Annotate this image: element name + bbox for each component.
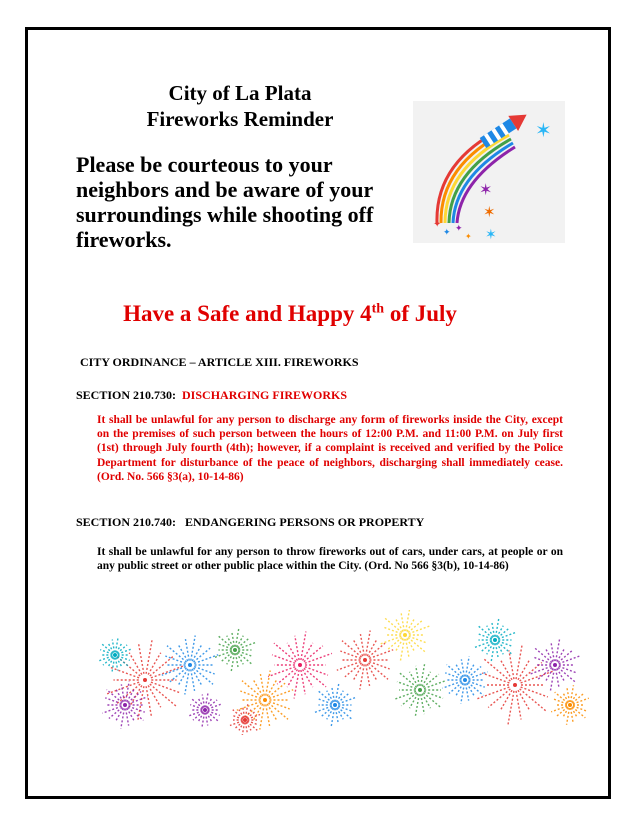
svg-text:✶: ✶ [479, 180, 493, 199]
svg-text:✶: ✶ [483, 203, 496, 221]
page-subtitle: Fireworks Reminder [146, 107, 334, 131]
svg-text:✦: ✦ [443, 228, 451, 238]
safe-message-suffix: of July [384, 301, 457, 326]
svg-text:✶: ✶ [485, 227, 497, 243]
firework-burst [531, 639, 580, 690]
firework-burst [551, 685, 589, 724]
ordinance-title: CITY ORDINANCE – ARTICLE XIII. FIREWORKS [80, 355, 359, 369]
courtesy-message: Please be courteous to your neighbors and be aware of your surroundings while shooting off fireworks. [76, 152, 374, 252]
firework-burst [381, 610, 430, 661]
firework-burst [337, 630, 393, 689]
section-text-endangering-persons: It shall be unlawful for any person to throw fireworks out of cars, under cars, at people or on any public street or other public place within the City. (Ord. No 566 §3(b), 10-14-86) [97, 546, 563, 573]
firework-burst [102, 681, 147, 728]
section-heading-210-740 [76, 515, 424, 530]
page-title: City of La Plata [168, 81, 312, 105]
safe-holiday-message [60, 300, 520, 328]
safe-message-prefix: Have a Safe and Happy 4 [123, 301, 372, 326]
firework-burst [268, 632, 332, 699]
section-number: SECTION 210.730: [76, 388, 177, 402]
firework-burst [162, 635, 218, 694]
svg-text:✦: ✦ [465, 232, 472, 241]
section-name: ENDANGERING PERSONS OR PROPERTY [185, 515, 425, 529]
firework-burst [442, 656, 487, 703]
firework-burst [98, 637, 132, 672]
section-heading-210-730 [76, 388, 347, 403]
firework-burst [314, 683, 355, 726]
safe-message-superscript: th [371, 301, 385, 317]
section-number: SECTION 210.740: [76, 515, 177, 529]
firework-burst [214, 628, 255, 671]
svg-text:✦: ✦ [455, 224, 463, 234]
rocket-firework-illustration [413, 101, 565, 243]
rocket-icon [413, 101, 565, 243]
firework-burst [188, 692, 222, 727]
svg-text:✦: ✦ [433, 219, 442, 230]
firework-burst [394, 662, 447, 717]
svg-text:✶: ✶ [535, 118, 552, 142]
fireworks-burst-illustration [85, 610, 595, 735]
section-text-discharging-fireworks: It shall be unlawful for any person to discharge any form of fireworks inside the City, except on the premises of such person between the hours of 12:00 P.M. and 11:00 P.M. on July first (1st) through July fourth (4th); however, if a complaint is received and verified by the Police Department for disturbance of the peace of neighbors, discharging shall immediately cease. (Ord. No. 566 §3(a), 10-14-86) [97, 414, 563, 483]
firework-burst [477, 646, 552, 725]
section-name: DISCHARGING FIREWORKS [182, 388, 348, 402]
